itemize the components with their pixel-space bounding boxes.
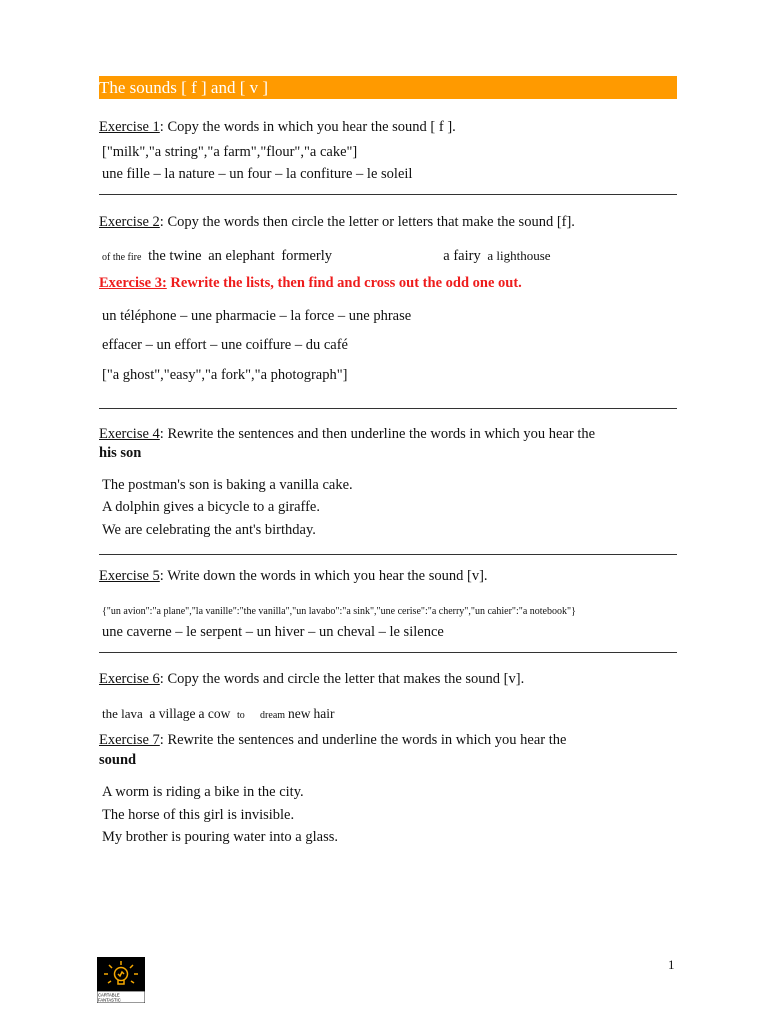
svg-text:CARTABLE: CARTABLE — [98, 992, 120, 998]
item-text: {"un avion":"a plane","la vanille":"the vanilla","un lavabo":"a sink","une cerise":"a cherry","un cahier":"a notebook"} — [102, 606, 576, 617]
exercise-2-word-row — [99, 247, 551, 267]
item-text: A dolphin gives a bicycle to a giraffe. — [102, 499, 320, 515]
exercise-3-instruction: Rewrite the lists, then find and cross out the odd one out. — [166, 275, 522, 291]
divider — [99, 194, 677, 195]
divider — [99, 652, 677, 653]
divider — [99, 554, 677, 555]
svg-text:FANTASTIC: FANTASTIC — [98, 997, 121, 1003]
cartable-fantastic-logo — [97, 957, 145, 1003]
exercise-1-item — [99, 165, 412, 183]
exercise-7-instruction: : Rewrite the sentences and underline the words in which you hear the — [159, 732, 567, 748]
word: to — [237, 710, 245, 721]
item-text: ["milk","a string","a farm","flour","a cake"] — [102, 144, 358, 160]
exercise-4-label: Exercise 4 — [99, 426, 160, 442]
exercise-5-item — [99, 623, 444, 641]
word: a cow — [198, 706, 231, 721]
exercise-4-item — [99, 476, 353, 494]
exercise-3-item — [99, 366, 347, 384]
word: dream — [260, 710, 286, 721]
exercise-6-label: Exercise 6 — [99, 671, 160, 687]
exercise-3-label: Exercise 3: — [99, 275, 167, 291]
exercise-7-item — [99, 806, 294, 824]
word: an elephant — [208, 248, 275, 264]
word: new — [288, 706, 311, 721]
word: a village — [149, 706, 196, 721]
item-text: effacer – un effort – une coiffure – du café — [102, 337, 348, 353]
exercise-6-word-row — [99, 705, 335, 725]
item-text: My brother is pouring water into a glass. — [102, 829, 338, 845]
page-title: The sounds [ f ] and [ v ] — [99, 76, 677, 99]
exercise-6-heading — [99, 670, 524, 688]
exercise-4-bold-word: his son — [99, 445, 142, 461]
item-text: une caverne – le serpent – un hiver – un cheval – le silence — [102, 624, 444, 640]
word: formerly — [281, 248, 333, 264]
exercise-5-instruction: : Write down the words in which you hear the sound [v]. — [159, 568, 488, 584]
word: a lighthouse — [487, 248, 551, 263]
exercise-5-heading — [99, 567, 488, 585]
item-text: A worm is riding a bike in the city. — [102, 784, 304, 800]
exercise-2-heading — [99, 213, 575, 231]
word: the twine — [148, 248, 202, 264]
exercise-7-label: Exercise 7 — [99, 732, 160, 748]
word: a fairy — [443, 248, 481, 264]
exercise-7-heading — [99, 731, 566, 749]
exercise-3-item — [99, 307, 411, 325]
lightbulb-logo-icon — [97, 957, 145, 1003]
exercise-2-instruction: : Copy the words then circle the letter or letters that make the sound [f]. — [159, 214, 575, 230]
item-text: ["a ghost","easy","a fork","a photograph"] — [102, 367, 348, 383]
word: hair — [313, 706, 335, 721]
page-number: 1 — [668, 957, 675, 972]
item-text: The horse of this girl is invisible. — [102, 807, 295, 823]
exercise-3-item — [99, 336, 348, 354]
item-text: un téléphone – une pharmacie – la force – une phrase — [102, 308, 412, 324]
item-text: une fille – la nature – un four – la confiture – le soleil — [102, 166, 413, 182]
exercise-4-heading — [99, 425, 595, 443]
exercise-7-item — [99, 828, 338, 846]
item-text: The postman's son is baking a vanilla cake. — [102, 477, 353, 493]
exercise-4-instruction: : Rewrite the sentences and then underline the words in which you hear the — [159, 426, 596, 442]
exercise-6-instruction: : Copy the words and circle the letter that makes the sound [v]. — [159, 671, 525, 687]
exercise-1-item — [99, 143, 357, 161]
item-text: We are celebrating the ant's birthday. — [102, 522, 316, 538]
exercise-5-label: Exercise 5 — [99, 568, 160, 584]
word: the lava — [102, 706, 143, 721]
exercise-7-item — [99, 783, 304, 801]
word: of the fire — [102, 252, 142, 263]
exercise-4-item — [99, 521, 316, 539]
exercise-1-label: Exercise 1 — [99, 119, 160, 135]
exercise-1-instruction: : Copy the words in which you hear the sound [ f ]. — [159, 119, 456, 135]
exercise-5-item — [99, 601, 576, 621]
exercise-2-label: Exercise 2 — [99, 214, 160, 230]
exercise-1-heading — [99, 118, 456, 136]
divider — [99, 408, 677, 409]
exercise-4-item — [99, 498, 320, 516]
exercise-3-heading — [99, 274, 522, 292]
exercise-7-bold-word: sound — [99, 752, 137, 768]
